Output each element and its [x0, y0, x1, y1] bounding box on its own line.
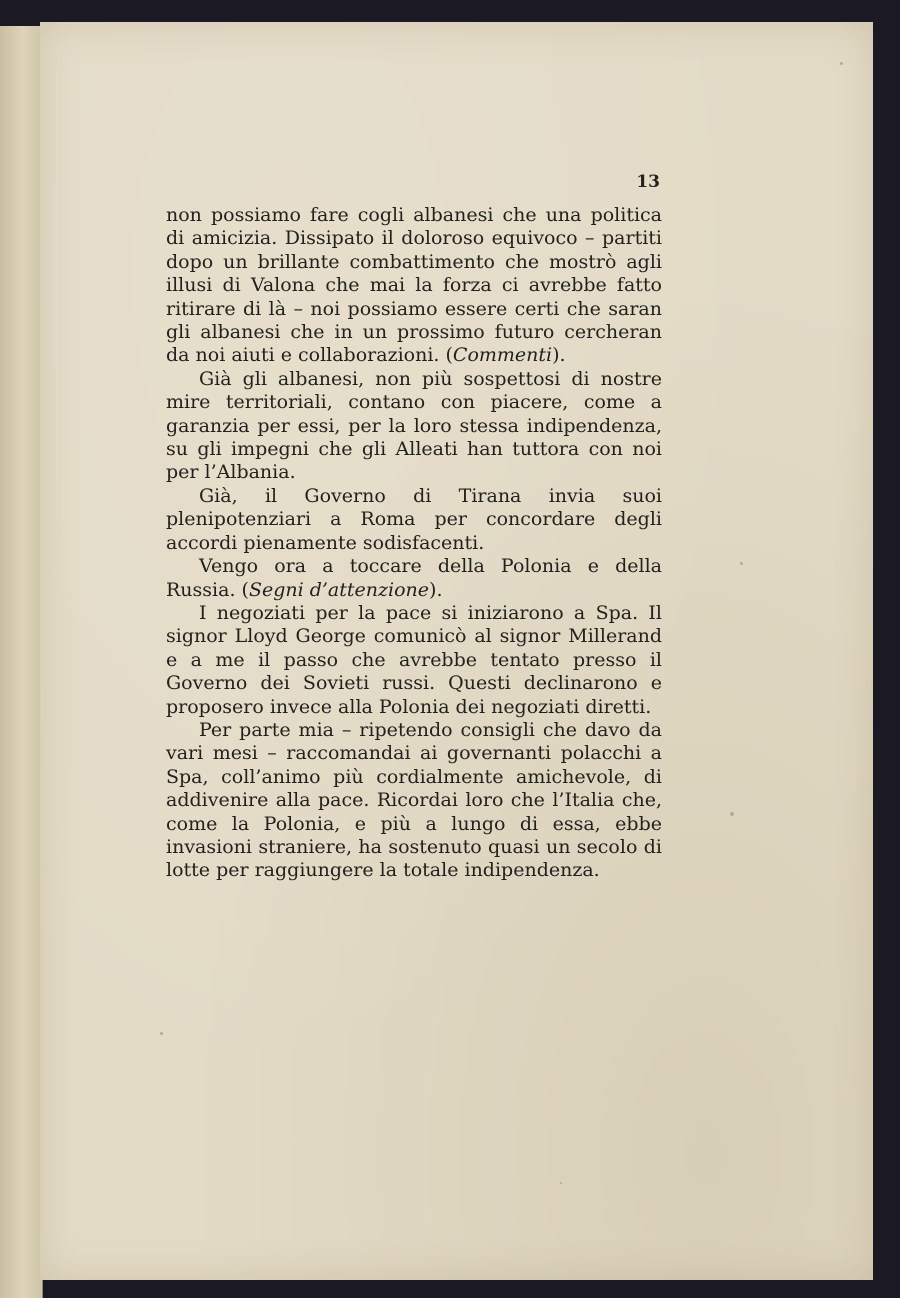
paper-speck: [160, 1032, 163, 1035]
body-text: [166, 204, 662, 883]
italic-text-segment: Segni d’attenzione: [248, 578, 430, 601]
text-segment: non possiamo fare cogli albanesi che una politica di amicizia. Dissipato il doloroso equivoco – partiti dopo un brillante combattimento che mostrò agli illusi di Valona che mai la forza ci avrebbe fatto ritirare di là – noi possiamo essere certi che saran gli albanesi che in un prossimo futuro cercheran da noi aiuti e collaborazioni. (: [166, 204, 662, 367]
paper-speck: [840, 62, 843, 65]
text-segment: Già gli albanesi, non più sospettosi di nostre mire territoriali, contano con piacere, come a garanzia per essi, per la loro stessa indipendenza, su gli impegni che gli Alleati han tuttora con noi per l’Albania.: [166, 367, 662, 484]
paragraph: [166, 485, 662, 555]
paper-speck: [730, 812, 734, 816]
page-number: 13: [636, 172, 660, 192]
text-segment: Vengo ora a toccare della Polonia e della Russia. (: [166, 555, 662, 601]
text-segment: ).: [552, 344, 566, 367]
paragraph: [166, 204, 662, 368]
text-segment: ).: [429, 578, 443, 601]
text-segment: I negoziati per la pace si iniziarono a Spa. Il signor Lloyd George comunicò al signor Millerand e a me il passo che avrebbe tentato presso il Governo dei Sovieti russi. Questi declinarono e proposero invece alla Polonia dei negoziati diretti.: [166, 601, 662, 718]
text-segment: Per parte mia – ripetendo consigli che davo da vari mesi – raccomandai ai governanti polacchi a Spa, coll’animo più cordialmente amichevole, di addivenire alla pace. Ricordai loro che l’Italia che, come la Polonia, e più a lungo di essa, ebbe invasioni straniere, ha sostenuto quasi un secolo di lotte per raggiungere la totale indipendenza.: [166, 718, 662, 882]
text-segment: Già, il Governo di Tirana invia suoi plenipotenziari a Roma per concordare degli accordi pienamente sodisfacenti.: [166, 484, 662, 554]
italic-text-segment: Commenti: [452, 344, 553, 367]
paper-speck: [740, 562, 743, 565]
previous-page-edge: [0, 26, 43, 1298]
paragraph: [166, 719, 662, 883]
paragraph: [166, 555, 662, 602]
book-page: [40, 22, 873, 1280]
paper-speck: [560, 1182, 562, 1184]
paragraph: [166, 368, 662, 485]
paragraph: [166, 602, 662, 719]
